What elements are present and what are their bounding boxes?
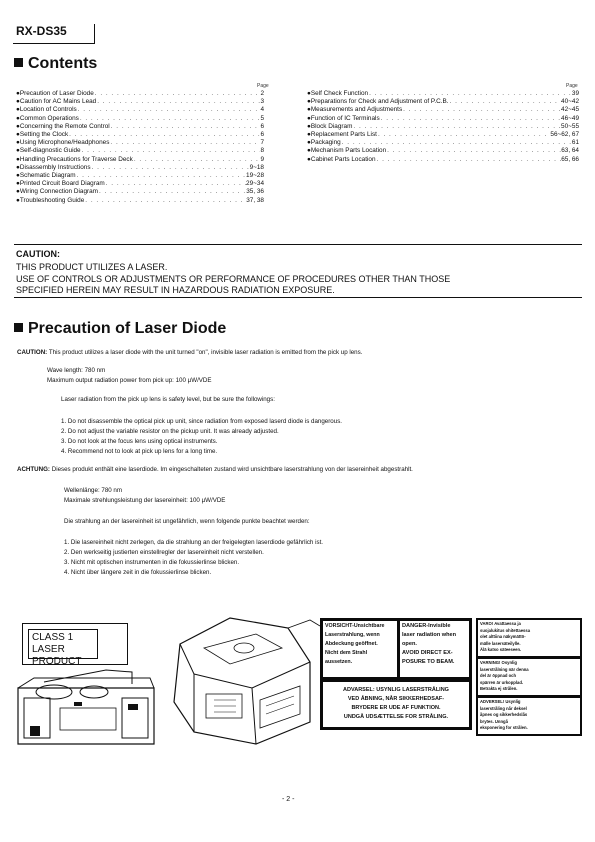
en-label: CAUTION: bbox=[17, 349, 48, 356]
caution-line: USE OF CONTROLS OR ADJUSTMENTS OR PERFORMANCE OF PROCEDURES OTHER THAN THOSE bbox=[16, 273, 451, 284]
toc-row bbox=[307, 115, 579, 123]
toc-title: ●Troubleshooting Guide bbox=[16, 196, 85, 204]
vorsicht-line: Laserstrahlung, wenn bbox=[325, 632, 380, 638]
toc-page: 37, 38 bbox=[246, 196, 264, 204]
toc-leader bbox=[105, 180, 246, 188]
en-item: 1. Do not disassemble the optical pick up unit, since radiation from exposed laserd diode is dangerous. bbox=[61, 418, 343, 425]
toc-leader bbox=[380, 115, 561, 123]
toc-leader bbox=[376, 156, 562, 164]
toc-row bbox=[16, 164, 264, 172]
varo-line: mälle lasersäteilylle. bbox=[480, 640, 521, 646]
toc-title: ●Common Operations bbox=[16, 114, 79, 122]
toc-right bbox=[307, 90, 579, 164]
toc-page: 6 bbox=[260, 122, 264, 130]
vorsicht-line: Abdeckung geöffnet. bbox=[325, 641, 378, 647]
toc-page: 5 bbox=[260, 114, 264, 122]
toc-title: ●Handling Precautions for Traverse Deck bbox=[16, 155, 133, 163]
toc-page: 65, 66 bbox=[561, 155, 579, 163]
de-wavelength: Wellenlänge: 780 nm bbox=[64, 487, 123, 494]
toc-row bbox=[16, 172, 264, 180]
toc-page: 61 bbox=[571, 139, 579, 147]
advarsel-no-line: ADVERSEL! Usynlig bbox=[480, 699, 521, 704]
de-item: 4. Nicht über längere zeit in die fokussierlinse blicken. bbox=[64, 569, 212, 576]
toc-row bbox=[16, 180, 264, 188]
toc-leader bbox=[133, 156, 261, 164]
right-page-label: Page bbox=[566, 83, 578, 89]
en-item: 2. Do not adjust the variable resistor on the pickup unit. It was already adjusted. bbox=[61, 428, 279, 435]
toc-leader bbox=[368, 90, 572, 98]
caution-line: SPECIFIED HEREIN MAY RESULT IN HAZARDOUS RADIATION EXPOSURE. bbox=[16, 285, 335, 295]
toc-page: 46~49 bbox=[561, 114, 579, 122]
toc-row bbox=[16, 123, 264, 131]
toc-page: 2 bbox=[260, 90, 264, 97]
toc-page: 42~45 bbox=[561, 106, 579, 114]
toc-leader bbox=[79, 115, 261, 123]
toc-title: ●Self Check Function bbox=[307, 90, 369, 97]
toc-page: 8 bbox=[260, 147, 264, 155]
toc-page: 29~34 bbox=[246, 180, 264, 188]
toc-title: ●Schematic Diagram bbox=[16, 172, 76, 180]
vorsicht-line: aussetzen. bbox=[325, 659, 353, 665]
advarsel-no-line: eksponering for strålen. bbox=[480, 725, 528, 731]
toc-row bbox=[16, 147, 264, 155]
caution-line: THIS PRODUCT UTILIZES A LASER. bbox=[16, 262, 168, 272]
heading-square-icon bbox=[14, 323, 23, 332]
en-safety: Laser radiation from the pick up lens is safety level, but be sure the followings: bbox=[61, 396, 275, 403]
varning-line: Betrakta ej strålen. bbox=[480, 686, 518, 692]
toc-page: 4 bbox=[260, 106, 264, 114]
toc-leader bbox=[76, 172, 246, 180]
advarsel-dk-line: UNDGÅ UDSÆTTELSE FOR STRÅLING. bbox=[343, 714, 449, 720]
varo-label bbox=[478, 620, 580, 656]
toc-row bbox=[307, 139, 579, 147]
toc-row bbox=[16, 98, 264, 106]
toc-row bbox=[307, 147, 579, 155]
contents-heading bbox=[14, 55, 97, 73]
toc-row bbox=[16, 188, 264, 196]
warning-label-block bbox=[320, 618, 472, 730]
varo-line: suojalukitus ohitettaessa bbox=[480, 627, 531, 633]
de-power: Maximale strehlungsleistung der lasereinheit: 100 μW/VDE bbox=[64, 497, 226, 504]
precaution-heading bbox=[14, 320, 226, 338]
toc-row bbox=[16, 156, 264, 164]
toc-title: ●Replacement Parts List bbox=[307, 131, 377, 139]
class1-line: CLASS 1 bbox=[32, 632, 74, 643]
advarsel-dk-line: BRYDERE ER UDE AF FUNKTION. bbox=[351, 705, 441, 711]
heading-square-icon bbox=[14, 58, 23, 67]
de-intro-line bbox=[17, 466, 587, 474]
toc-row bbox=[16, 197, 264, 205]
advarsel-no-line: laserstråling når deksel bbox=[480, 705, 527, 711]
en-item: 3. Do not look at the focus lens using optical instruments. bbox=[61, 438, 218, 445]
toc-row bbox=[16, 90, 264, 98]
toc-title: ●Block Diagram bbox=[307, 122, 353, 130]
unit-illustration bbox=[14, 664, 162, 752]
toc-row bbox=[16, 139, 264, 147]
toc-leader bbox=[109, 139, 260, 147]
de-item: 3. Nicht mit optischen instrumenten in die fokussierlinse blicken. bbox=[64, 559, 240, 566]
en-intro-line bbox=[17, 349, 587, 357]
caution-box-text bbox=[16, 262, 582, 297]
danger-line: DANGER-Invisible bbox=[402, 623, 451, 629]
toc-page: 50~55 bbox=[561, 122, 579, 130]
toc-page: 3 bbox=[260, 98, 264, 106]
toc-leader bbox=[68, 131, 260, 139]
vorsicht-line: VORSICHT-Unsichtbare bbox=[325, 623, 385, 629]
advarsel-dk-label bbox=[323, 682, 469, 727]
de-label: ACHTUNG: bbox=[17, 466, 50, 473]
toc-page: 7 bbox=[260, 139, 264, 147]
en-intro: This product utilizes a laser diode with the unit turned "on", invisible laser radiation is emitted from the pick up lens. bbox=[48, 349, 363, 356]
toc-leader bbox=[81, 147, 261, 155]
en-wavelength: Wave length: 780 nm bbox=[47, 367, 106, 374]
caution-box bbox=[14, 244, 582, 298]
toc-title: ●Measurements and Adjustments bbox=[307, 106, 403, 114]
de-intro: Dieses produkt enthält eine laserdiode. Im eingeschalteten zustand wird unsichtbare laserstrahlung von der lasereinheit abgestrahlt. bbox=[51, 466, 413, 473]
toc-leader bbox=[352, 123, 561, 131]
danger-line: laser radiation when bbox=[402, 632, 457, 638]
class1-line: LASER PRODUCT bbox=[32, 644, 82, 667]
toc-row bbox=[307, 123, 579, 131]
toc-leader bbox=[96, 98, 260, 106]
en-power: Maximum output radiation power from pick up: 100 μW/VDE bbox=[47, 377, 212, 384]
advarsel-dk-line: ADVARSEL: USYNLIG LASERSTRÅLING bbox=[343, 687, 449, 693]
toc-title: ●Cabinet Parts Location bbox=[307, 155, 376, 163]
toc-title: ●Caution for AC Mains Lead bbox=[16, 98, 97, 106]
toc-title: ●Concerning the Remote Control bbox=[16, 122, 110, 130]
toc-page: 39 bbox=[571, 90, 579, 97]
toc-row bbox=[16, 106, 264, 114]
toc-row bbox=[307, 98, 579, 106]
danger-line: AVOID DIRECT EX- bbox=[402, 650, 453, 656]
de-safety: Die strahlung an der lasereinheit ist ungefährlich, wenn folgende punkte beachtet werden: bbox=[64, 518, 310, 525]
varning-line: laserstrålning när denna bbox=[480, 666, 529, 672]
advarsel-no-line: åpnes og sikkerhedslås bbox=[480, 712, 528, 718]
toc-row bbox=[307, 90, 579, 98]
toc-page: 35, 36 bbox=[246, 188, 264, 196]
nordic-label-block bbox=[476, 618, 582, 736]
toc-title: ●Function of IC Terminals bbox=[307, 114, 380, 122]
precaution-title: Precaution of Laser Diode bbox=[28, 320, 227, 337]
varo-line: VARO! Avattaessa ja bbox=[480, 621, 521, 626]
toc-row bbox=[307, 131, 579, 139]
de-item: 1. Die lasereinheit nicht zerlegen, da die strahlung an der freigelegten laserdiode gefährlich ist. bbox=[64, 539, 324, 546]
danger-line: open. bbox=[402, 641, 417, 647]
vorsicht-label bbox=[323, 621, 397, 677]
toc-row bbox=[16, 115, 264, 123]
varning-line: spärren är urkopplad. bbox=[480, 679, 524, 685]
toc-title: ●Precaution of Laser Diode bbox=[16, 90, 94, 97]
toc-page: 9 bbox=[260, 155, 264, 163]
left-page-label: Page bbox=[257, 83, 269, 89]
contents-title: Contents bbox=[28, 55, 98, 72]
toc-title: ●Setting the Clock bbox=[16, 131, 69, 139]
advarsel-no-line: brytes. Unngå bbox=[480, 718, 508, 724]
toc-left bbox=[16, 90, 264, 205]
toc-page: 56~62, 67 bbox=[550, 131, 579, 139]
toc-title: ●Wiring Connection Diagram bbox=[16, 188, 98, 196]
varning-label bbox=[478, 659, 580, 695]
toc-title: ●Disassembly Instructions bbox=[16, 163, 91, 171]
advarsel-dk-line: VED ÅBNING, NÅR SIKKERHEDSAF- bbox=[347, 696, 445, 702]
toc-page: 6 bbox=[260, 131, 264, 139]
de-item: 2. Den werkseitig justierten einstellregler der lasereinheit nicht verstellen. bbox=[64, 549, 264, 556]
page-number: - 2 - bbox=[282, 796, 295, 803]
toc-title: ●Preparations for Check and Adjustment of P.C.B. bbox=[307, 98, 449, 106]
advarsel-no-label bbox=[478, 698, 580, 734]
toc-page: 40~42 bbox=[561, 98, 579, 106]
toc-leader bbox=[98, 188, 246, 196]
caution-box-title: CAUTION: bbox=[16, 249, 60, 259]
toc-title: ●Using Microphone/Headphones bbox=[16, 139, 110, 147]
class1-label bbox=[22, 623, 128, 665]
varo-line: olet alttiina näkymättö- bbox=[480, 634, 526, 640]
toc-leader bbox=[84, 197, 246, 205]
danger-label bbox=[400, 621, 469, 677]
toc-row bbox=[307, 156, 579, 164]
danger-line: POSURE TO BEAM. bbox=[402, 659, 455, 665]
toc-leader bbox=[110, 123, 261, 131]
toc-title: ●Printed Circuit Board Diagram bbox=[16, 180, 105, 188]
varo-line: Älä katso säteeseen. bbox=[480, 647, 522, 653]
vorsicht-line: Nicht dem Strahl bbox=[325, 650, 368, 656]
model-name: RX-DS35 bbox=[16, 24, 67, 38]
toc-page: 9~18 bbox=[249, 163, 264, 171]
toc-leader bbox=[94, 90, 261, 98]
toc-leader bbox=[341, 139, 572, 147]
toc-title: ●Mechanism Parts Location bbox=[307, 147, 387, 155]
toc-row bbox=[16, 131, 264, 139]
toc-leader bbox=[377, 131, 550, 139]
varning-line: del är öppnad och bbox=[480, 673, 517, 679]
toc-leader bbox=[386, 147, 561, 155]
varning-line: VARNING! Osynlig bbox=[480, 660, 517, 665]
toc-page: 63, 64 bbox=[561, 147, 579, 155]
toc-leader bbox=[402, 106, 561, 114]
toc-title: ●Location of Controls bbox=[16, 106, 77, 114]
toc-title: ●Self-diagnostic Guide bbox=[16, 147, 81, 155]
toc-row bbox=[307, 106, 579, 114]
toc-leader bbox=[449, 98, 561, 106]
mechanism-illustration bbox=[160, 604, 320, 754]
toc-leader bbox=[77, 106, 261, 114]
toc-title: ●Packaging bbox=[307, 139, 341, 147]
toc-page: 19~28 bbox=[246, 172, 264, 180]
class1-inner bbox=[28, 629, 98, 667]
toc-leader bbox=[91, 164, 250, 172]
model-tab bbox=[13, 24, 95, 44]
en-item: 4. Recommend not to look at pick up lens for a long time. bbox=[61, 448, 218, 455]
